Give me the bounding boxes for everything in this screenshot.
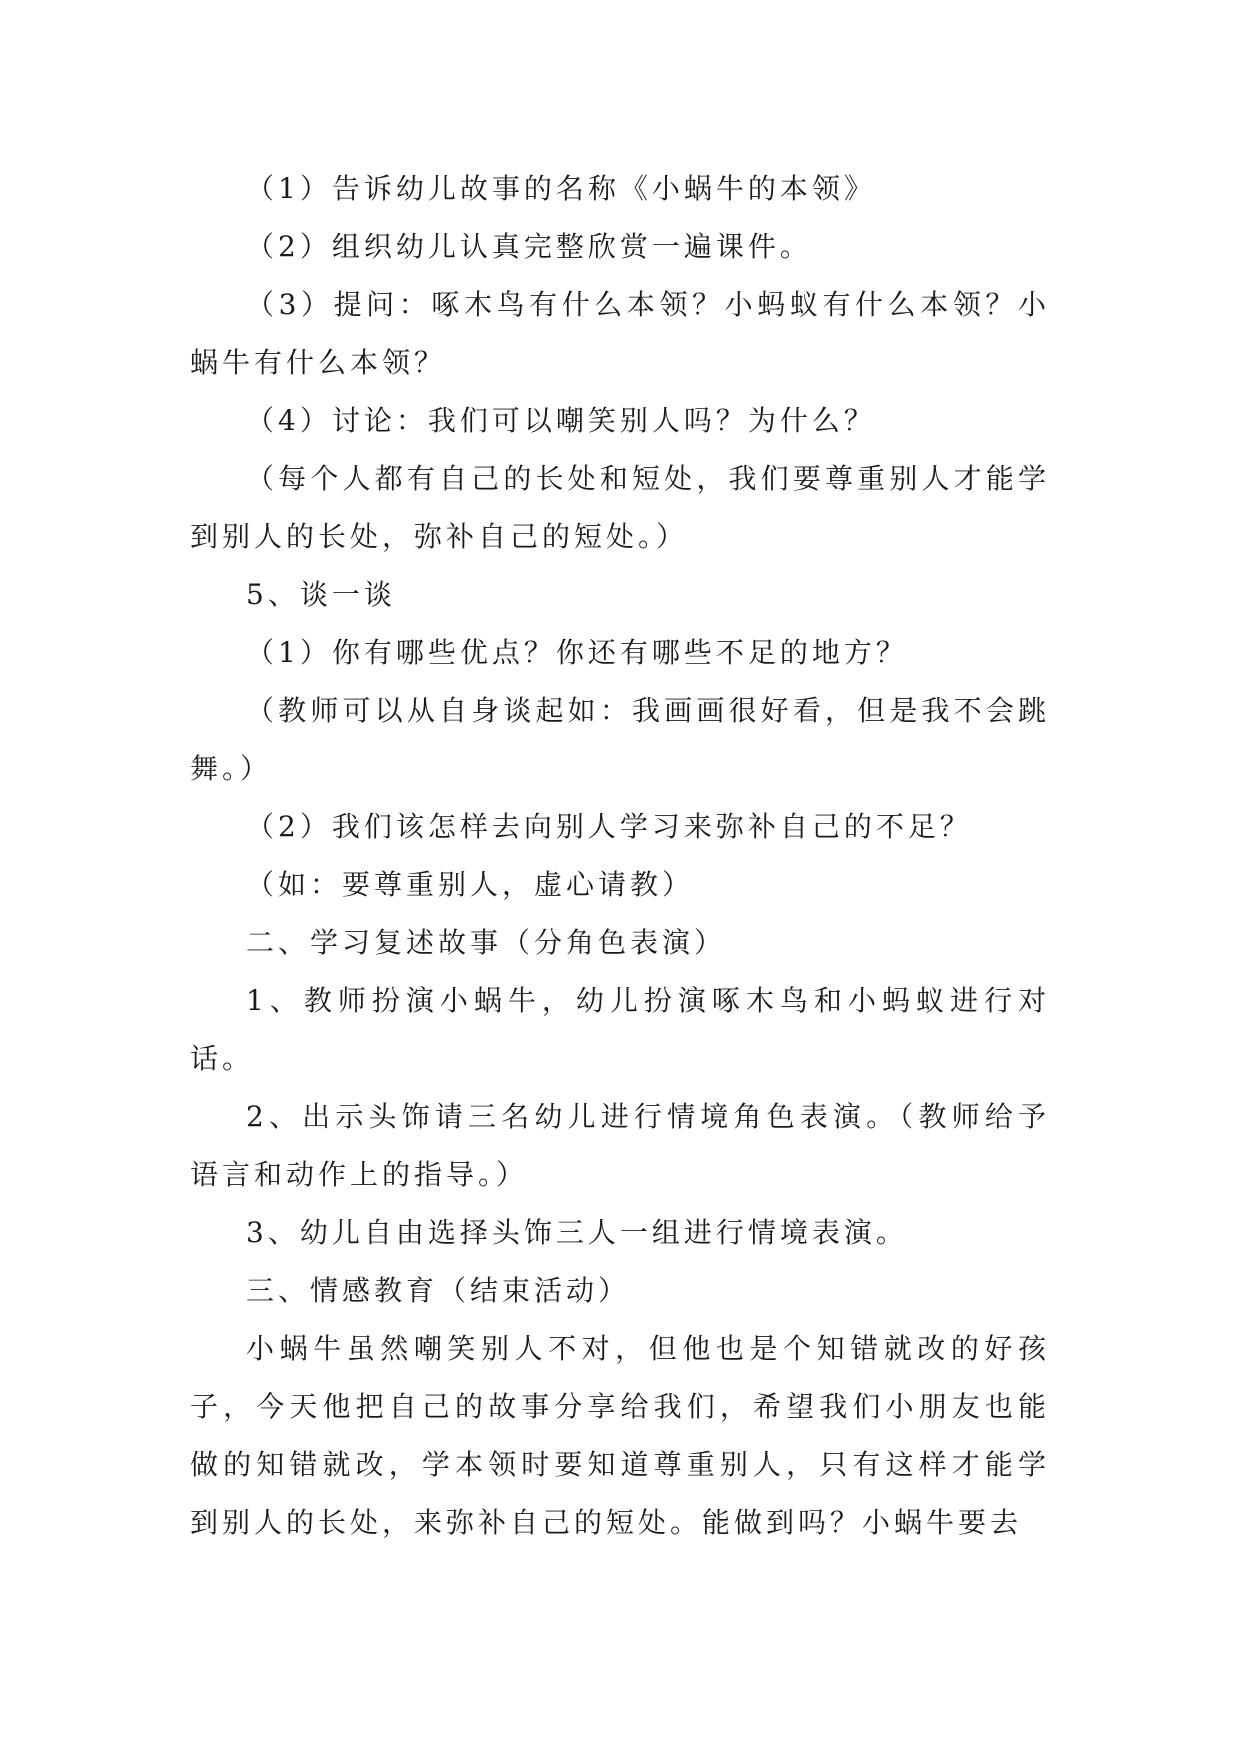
paragraph: （3）提问：啄木鸟有什么本领？小蚂蚁有什么本领？小蜗牛有什么本领？ xyxy=(190,288,1050,379)
paragraph: 2、出示头饰请三名幼儿进行情境角色表演。（教师给予语言和动作上的指导。） xyxy=(190,1100,1050,1191)
paragraph: 小蜗牛虽然嘲笑别人不对，但他也是个知错就改的好孩子，今天他把自己的故事分享给我们，希望我们小朋友也能做的知错就改，学本领时要知道尊重别人，只有这样才能学到别人的长处，来弥补自己的短处。能做到吗？小蜗牛要去 xyxy=(190,1332,1050,1539)
paragraph: （1）你有哪些优点？你还有哪些不足的地方？ xyxy=(246,636,908,669)
paragraph: （2）我们该怎样去向别人学习来弥补自己的不足？ xyxy=(246,810,972,843)
section-heading: 二、学习复述故事（分角色表演） xyxy=(246,926,727,959)
section-heading: 三、情感教育（结束活动） xyxy=(246,1274,631,1307)
paragraph: （1）告诉幼儿故事的名称《小蜗牛的本领》 xyxy=(246,172,876,205)
paragraph: （4）讨论：我们可以嘲笑别人吗？为什么？ xyxy=(246,404,876,437)
paragraph: （每个人都有自己的长处和短处，我们要尊重别人才能学到别人的长处，弥补自己的短处。） xyxy=(190,462,1050,553)
paragraph: 1、教师扮演小蜗牛，幼儿扮演啄木鸟和小蚂蚁进行对话。 xyxy=(190,984,1050,1075)
section-heading: 5、谈一谈 xyxy=(246,578,396,611)
paragraph: （2）组织幼儿认真完整欣赏一遍课件。 xyxy=(246,230,812,263)
document-body xyxy=(190,160,1050,1552)
paragraph: （教师可以从自身谈起如：我画画很好看，但是我不会跳舞。） xyxy=(190,694,1050,785)
paragraph: （如：要尊重别人，虚心请教） xyxy=(246,868,695,901)
paragraph: 3、幼儿自由选择头饰三人一组进行情境表演。 xyxy=(246,1216,908,1249)
